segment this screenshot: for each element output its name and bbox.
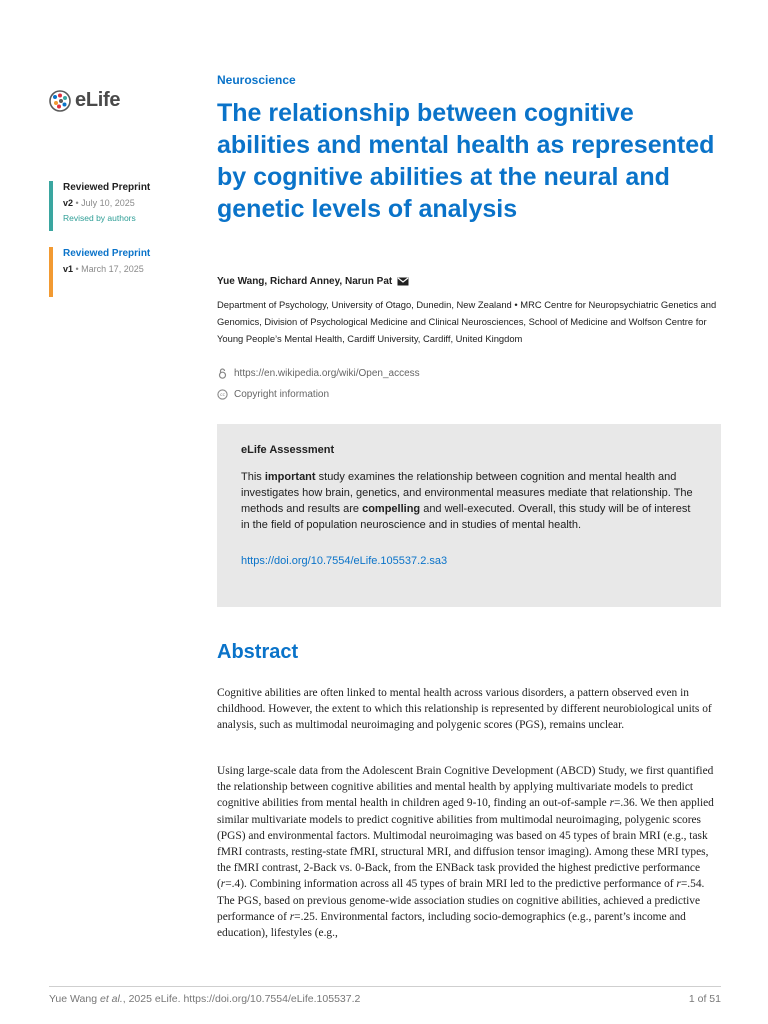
abstract-heading: Abstract (217, 641, 299, 663)
assessment-box (217, 424, 721, 607)
author-list (217, 276, 409, 287)
version-date: March 17, 2025 (81, 264, 144, 274)
mail-icon[interactable] (397, 277, 409, 286)
elife-logo[interactable] (49, 89, 120, 112)
assessment-heading: eLife Assessment (241, 444, 335, 456)
version-line: v2 • July 10, 2025 (63, 198, 135, 208)
article-title: The relationship between cognitive abilities and mental health as represented by cognitive abilities at the neural and genetic levels of analysis (217, 99, 715, 223)
page-number: 1 of 51 (688, 993, 721, 1005)
version-date: July 10, 2025 (81, 198, 135, 208)
version-v1[interactable] (49, 247, 150, 297)
version-title: Reviewed Preprint (63, 182, 151, 193)
version-note: Revised by authors (63, 213, 136, 223)
open-access-icon (217, 368, 228, 379)
version-number: v2 (63, 198, 74, 208)
authors-text[interactable]: Yue Wang, Richard Anney, Narun Pat (217, 276, 393, 287)
svg-text:cc: cc (219, 393, 226, 399)
importance-term: important (264, 471, 316, 483)
subject-link[interactable]: Neuroscience (217, 73, 296, 87)
abstract-paragraph-2: Using large-scale data from the Adolescent Brain Cognitive Development (ABCD) Study, we first quantified the relationship between cognitive abilities and mental health by applying multivariate models to predict cognitive abilities from mental health in children aged 9-10, finding an out-of-sample r=.36. We then applied similar multivariate models to predict cognitive abilities from multimodal neuroimaging, polygenic scores (PGS) and environmental factors. Multimodal neuroimaging was based on 45 types of brain MRI (e.g., task fMRI contrasts, resting-state fMRI, structural MRI, and diffusion tensor imaging). Among these MRI types, the fMRI contrast, 2-Back vs. 0-Back, from the ENBack task provided the highest predictive performance (r=.4). Combining information across all 45 types of brain MRI led to the predictive performance of r=.54. The PGS, based on previous genome-wide association studies on cognitive abilities, achieved a predictive performance of r=.25. Environmental factors, including socio-demographics (e.g., parent’s income and education), lifestyles (e.g., (217, 765, 714, 940)
abstract-paragraph-1: Cognitive abilities are often linked to mental health across various disorders, a pattern observed even in childhood. However, the extent to which this relationship is represented by different neurobiological units of analysis, such as multimodal neuroimaging and polygenic scores (PGS), remains unclear. (217, 687, 712, 732)
version-title: Reviewed Preprint (63, 248, 151, 259)
license-url: https://en.wikipedia.org/wiki/Open_access (234, 368, 420, 379)
copyright-link[interactable] (217, 389, 329, 400)
elife-logo-icon (49, 90, 71, 112)
logo-text: eLife (75, 89, 121, 111)
footer-divider (49, 986, 721, 987)
version-line: v1 • March 17, 2025 (63, 264, 144, 274)
strength-term: compelling (362, 503, 421, 515)
version-v2[interactable] (49, 181, 150, 231)
creative-commons-icon (217, 389, 228, 400)
footer-citation: Yue Wang et al., 2025 eLife. https://doi.org/10.7554/eLife.105537.2 (49, 993, 361, 1005)
license-link[interactable] (217, 368, 420, 379)
assessment-text: This important study examines the relationship between cognition and mental health and investigates how brain, genetics, and environmental measures mediate that relationship. The methods and results are compelling and well-executed. Overall, this study will be of interest in the field of population neuroscience and in studies of mental health. (241, 471, 693, 531)
copyright-text: Copyright information (234, 389, 330, 400)
assessment-doi-link[interactable]: https://doi.org/10.7554/eLife.105537.2.sa3 (241, 555, 448, 567)
affiliations: Department of Psychology, University of Otago, Dunedin, New Zealand • MRC Centre for Neuropsychiatric Genetics and Genomics, Division of Psychological Medicine and Clinical Neurosciences, School of Medicine and Wolfson Centre for Young People’s Mental Health, Cardiff University, Cardiff, United Kingdom (217, 299, 717, 344)
version-number: v1 (63, 264, 74, 274)
